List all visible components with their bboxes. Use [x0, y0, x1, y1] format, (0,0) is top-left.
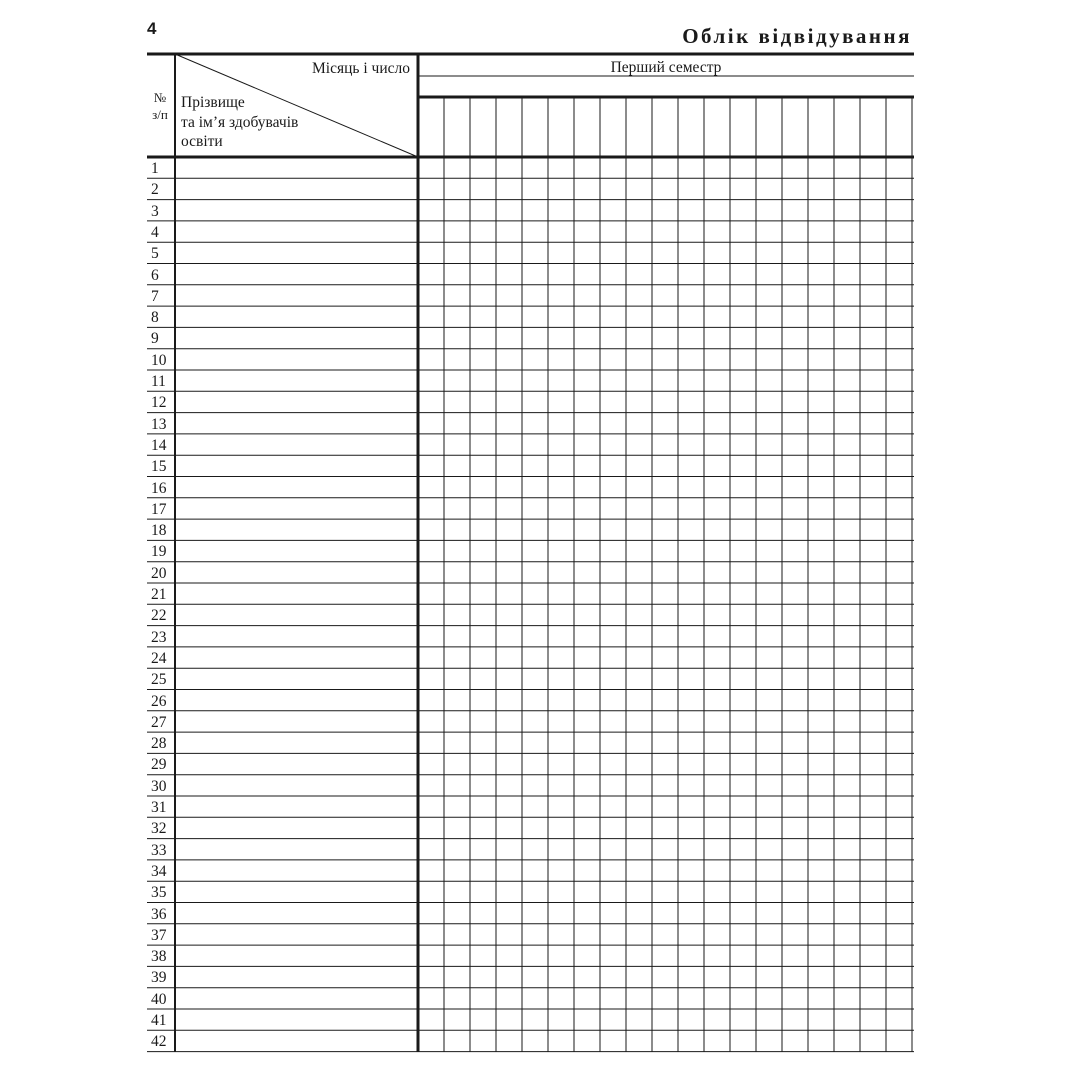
row-number-header: [148, 89, 172, 123]
row-number: 27: [151, 713, 167, 731]
row-number: 17: [151, 500, 167, 518]
row-number: 4: [151, 223, 159, 241]
month-day-header: Місяць і число: [312, 60, 410, 77]
row-number: 28: [151, 735, 167, 753]
row-number: 33: [151, 841, 167, 859]
row-number: 10: [151, 351, 167, 369]
row-number: 1: [151, 160, 159, 177]
row-number: 8: [151, 309, 159, 327]
row-number: 42: [151, 1033, 167, 1051]
student-name-header: [181, 93, 298, 152]
row-number: 32: [151, 820, 167, 838]
row-number: 39: [151, 969, 167, 987]
row-number: 15: [151, 458, 167, 476]
row-number: 7: [151, 287, 159, 305]
row-number: 13: [151, 415, 167, 433]
row-number: 34: [151, 862, 167, 880]
row-number: 29: [151, 756, 167, 774]
row-number: 23: [151, 628, 167, 646]
row-number: 31: [151, 799, 167, 816]
row-number: 9: [151, 330, 159, 348]
row-number: 30: [151, 777, 167, 795]
row-number: 6: [151, 266, 159, 284]
row-number-sublabel: з/п: [152, 107, 168, 122]
row-number: 35: [151, 884, 167, 902]
row-number: 21: [151, 586, 167, 603]
row-number: 36: [151, 905, 167, 923]
row-number: 24: [151, 649, 167, 667]
page-number: 4: [147, 19, 157, 38]
row-number: 40: [151, 990, 167, 1008]
row-number: 12: [151, 394, 167, 412]
row-number: 5: [151, 245, 159, 263]
row-number: 3: [151, 202, 159, 220]
row-number: 25: [151, 671, 167, 689]
row-number-symbol: №: [153, 90, 167, 105]
row-number: 16: [151, 479, 167, 497]
student-name-header-line1: Прізвище: [181, 94, 245, 111]
semester-header: Перший семестр: [610, 59, 722, 76]
row-number: 19: [151, 543, 167, 561]
row-number: 26: [151, 692, 167, 710]
row-number: 2: [151, 181, 159, 199]
row-number: 14: [151, 436, 167, 454]
row-number: 38: [151, 948, 167, 966]
row-number: 41: [151, 1012, 167, 1029]
row-number: 18: [151, 522, 167, 540]
student-name-header-line2: та ім’я здобувачів: [181, 113, 299, 131]
row-number: 11: [151, 373, 166, 390]
row-number: 37: [151, 926, 167, 944]
row-number: 20: [151, 564, 167, 582]
page-title: Облік відвідування: [682, 24, 912, 48]
row-number: 22: [151, 607, 167, 625]
student-name-header-line3: освіти: [181, 133, 223, 150]
